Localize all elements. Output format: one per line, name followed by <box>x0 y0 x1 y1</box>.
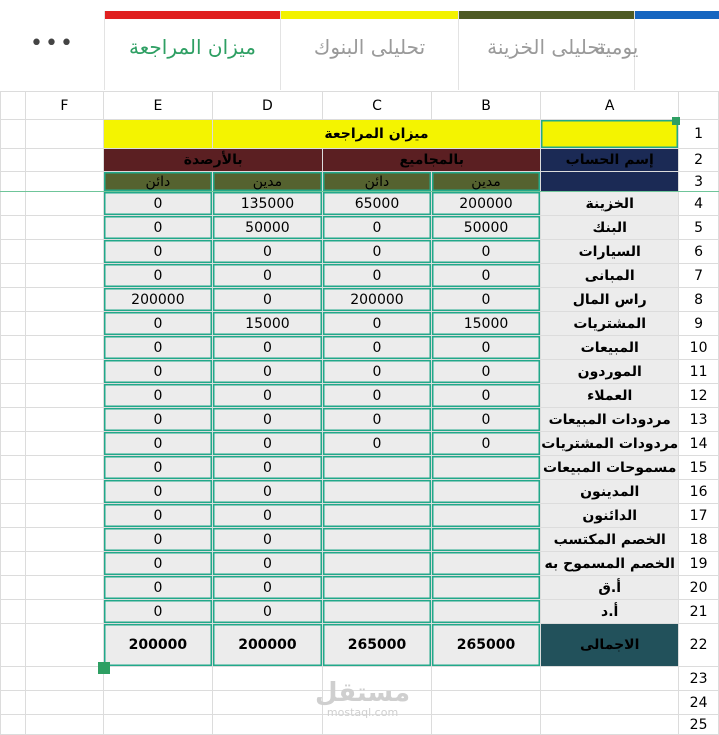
account-name-header[interactable]: إسم الحساب <box>541 149 679 172</box>
cell-spacer <box>1 264 26 288</box>
cell-spacer <box>1 172 26 192</box>
cell-F[interactable] <box>25 264 103 288</box>
debit-balance-cell[interactable]: 0 <box>212 240 323 264</box>
cell-F[interactable] <box>25 192 103 216</box>
debit-total-cell[interactable]: 50000 <box>431 216 541 240</box>
row-header[interactable]: 14 <box>679 432 719 456</box>
debit-balance-cell[interactable]: 0 <box>212 456 323 480</box>
cell-spacer <box>1 360 26 384</box>
cell-F[interactable] <box>25 600 103 624</box>
row-header[interactable]: 25 <box>679 715 719 735</box>
credit-total-cell[interactable]: 200000 <box>323 288 432 312</box>
credit-balance-cell[interactable]: 0 <box>104 528 213 552</box>
credit-balance-cell[interactable]: 200000 <box>104 288 213 312</box>
account-name-cell[interactable]: الخصم المسموح به <box>541 552 679 576</box>
tab-trial-balance[interactable] <box>104 11 280 90</box>
cell-F[interactable] <box>25 715 103 735</box>
credit-balance-cell[interactable]: 0 <box>104 504 213 528</box>
cell-B[interactable] <box>431 715 541 735</box>
more-options-icon[interactable]: ••• <box>30 31 75 56</box>
cell-spacer <box>1 715 26 735</box>
cell-spacer <box>1 624 26 667</box>
debit-total-cell[interactable]: 0 <box>431 336 541 360</box>
credit-total-cell[interactable]: 0 <box>323 216 432 240</box>
account-name-cell[interactable]: المدينون <box>541 480 679 504</box>
sheet-row <box>1 528 719 552</box>
cell-spacer <box>1 149 26 172</box>
row-header[interactable]: 7 <box>679 264 719 288</box>
debit-balance-cell[interactable]: 50000 <box>212 216 323 240</box>
debit-total-cell[interactable]: 0 <box>431 384 541 408</box>
debit-balance-cell[interactable]: 0 <box>212 384 323 408</box>
credit-balance-cell[interactable]: 0 <box>104 408 213 432</box>
cell-F[interactable] <box>25 432 103 456</box>
row-header[interactable]: 16 <box>679 480 719 504</box>
tab-color-bar <box>105 11 280 19</box>
sheet-row <box>1 336 719 360</box>
debit-balance-cell[interactable]: 0 <box>212 576 323 600</box>
freeze-divider[interactable] <box>0 191 719 192</box>
debit-balance-cell[interactable]: 0 <box>212 600 323 624</box>
cell-F[interactable] <box>25 312 103 336</box>
cell-spacer <box>1 504 26 528</box>
sheet-title[interactable]: ميزان المراجعة <box>212 120 541 149</box>
cell-spacer <box>1 576 26 600</box>
credit-total-cell[interactable] <box>323 504 432 528</box>
debit-balance-cell[interactable]: 0 <box>212 432 323 456</box>
debit-total-cell[interactable] <box>431 552 541 576</box>
account-name-cell[interactable]: مردودات المبيعات <box>541 408 679 432</box>
debit-total-cell[interactable] <box>431 456 541 480</box>
debit-balance-cell[interactable]: 0 <box>212 264 323 288</box>
sheet-row <box>1 600 719 624</box>
tab-label: ميزان المراجعة <box>129 35 256 59</box>
tab-bank-analysis[interactable] <box>280 11 458 90</box>
cell-spacer <box>1 288 26 312</box>
cell-spacer <box>1 600 26 624</box>
account-name-cell[interactable]: مردودات المشتريات <box>541 432 679 456</box>
row-header[interactable]: 3 <box>679 172 719 192</box>
row-header-corner <box>679 92 719 120</box>
row-header[interactable]: 12 <box>679 384 719 408</box>
cell-spacer <box>1 336 26 360</box>
credit-total-cell[interactable] <box>323 552 432 576</box>
sheet-table <box>0 91 719 735</box>
account-name-cell[interactable]: الخصم المكتسب <box>541 528 679 552</box>
cell-F[interactable] <box>25 480 103 504</box>
row-header[interactable]: 11 <box>679 360 719 384</box>
debit-total-cell[interactable] <box>431 576 541 600</box>
row-header[interactable]: 21 <box>679 600 719 624</box>
spreadsheet-grid <box>0 91 719 733</box>
column-header-A[interactable]: A <box>541 92 679 120</box>
credit-balance-cell[interactable]: 0 <box>104 384 213 408</box>
credit-total-cell[interactable] <box>323 576 432 600</box>
credit-balance-cell[interactable]: 0 <box>104 576 213 600</box>
tab-label: تحليلى البنوك <box>313 35 426 59</box>
sheet-row <box>1 216 719 240</box>
debit-total-cell[interactable]: 0 <box>431 288 541 312</box>
debit-balance-cell[interactable]: 135000 <box>212 192 323 216</box>
cell-F[interactable] <box>25 504 103 528</box>
account-name-cell[interactable]: راس المال <box>541 288 679 312</box>
sheet-row <box>1 149 719 172</box>
debit-total-cell[interactable]: 0 <box>431 240 541 264</box>
sheet-row <box>1 552 719 576</box>
cell-F[interactable] <box>25 576 103 600</box>
account-name-cell[interactable]: الخزينة <box>541 192 679 216</box>
debit-balance-cell[interactable]: 0 <box>212 480 323 504</box>
sheet-row <box>1 312 719 336</box>
cell-A[interactable] <box>541 667 679 691</box>
cell-spacer <box>1 480 26 504</box>
cell-F[interactable] <box>25 691 103 715</box>
credit-balance-cell[interactable]: 0 <box>104 552 213 576</box>
account-name-cell[interactable]: أ.د <box>541 600 679 624</box>
row-header[interactable]: 17 <box>679 504 719 528</box>
debit-balance-cell[interactable]: 0 <box>212 336 323 360</box>
sheet-row <box>1 240 719 264</box>
debit-total-cell[interactable]: 0 <box>431 408 541 432</box>
credit-balance-cell[interactable]: 0 <box>104 216 213 240</box>
cell-spacer <box>1 691 26 715</box>
cell-E[interactable] <box>104 691 213 715</box>
credit-balance-cell[interactable]: 0 <box>104 240 213 264</box>
cell-spacer <box>1 528 26 552</box>
sheet-row <box>1 384 719 408</box>
sheet-row <box>1 456 719 480</box>
cell-F[interactable] <box>25 120 103 149</box>
sheet-row <box>1 432 719 456</box>
column-header-spacer <box>1 92 26 120</box>
selection-handle-top[interactable] <box>672 117 680 125</box>
column-header-E[interactable]: E <box>104 92 213 120</box>
cell-F[interactable] <box>25 240 103 264</box>
debit-balance-cell[interactable]: 15000 <box>212 312 323 336</box>
row-header[interactable]: 2 <box>679 149 719 172</box>
sheet-row <box>1 480 719 504</box>
group-balances-header[interactable]: بالأرصدة <box>104 149 323 172</box>
cell-D[interactable] <box>212 715 323 735</box>
row-header[interactable]: 1 <box>679 120 719 149</box>
sheet-row <box>1 576 719 600</box>
credit-total-cell[interactable] <box>323 456 432 480</box>
credit-total-cell[interactable] <box>323 600 432 624</box>
total-label[interactable]: الاجمالى <box>541 624 679 667</box>
cell-spacer <box>1 192 26 216</box>
account-name-cell[interactable]: المشتريات <box>541 312 679 336</box>
debit-balance-cell[interactable]: 0 <box>212 552 323 576</box>
cell-D[interactable] <box>212 691 323 715</box>
cell-F[interactable] <box>25 667 103 691</box>
credit-balance-cell[interactable]: 0 <box>104 360 213 384</box>
column-header-B[interactable]: B <box>431 92 541 120</box>
sheet-row <box>1 264 719 288</box>
cell-spacer <box>1 240 26 264</box>
credit-total-cell[interactable]: 0 <box>323 432 432 456</box>
credit-balance-cell[interactable]: 0 <box>104 480 213 504</box>
tab-label: تحليلى الخزينة <box>487 35 606 59</box>
credit-total-cell[interactable]: 65000 <box>323 192 432 216</box>
account-name-cell[interactable]: البنك <box>541 216 679 240</box>
cell-F[interactable] <box>25 624 103 667</box>
row-header[interactable]: 10 <box>679 336 719 360</box>
credit-header-E[interactable]: دائن <box>104 172 213 192</box>
sheet-row <box>1 288 719 312</box>
credit-balance-cell[interactable]: 0 <box>104 192 213 216</box>
credit-balance-cell[interactable]: 0 <box>104 432 213 456</box>
cell-F[interactable] <box>25 216 103 240</box>
total-credit-balance[interactable]: 200000 <box>104 624 213 667</box>
row-header[interactable]: 9 <box>679 312 719 336</box>
row-header[interactable]: 18 <box>679 528 719 552</box>
cell-E[interactable] <box>104 715 213 735</box>
cell-F[interactable] <box>25 360 103 384</box>
cell-A[interactable] <box>541 120 679 149</box>
cell-spacer <box>1 120 26 149</box>
sheet-row <box>1 120 719 149</box>
account-name-cell[interactable]: الموردون <box>541 360 679 384</box>
cell-F[interactable] <box>25 384 103 408</box>
debit-balance-cell[interactable]: 0 <box>212 288 323 312</box>
credit-total-cell[interactable]: 0 <box>323 408 432 432</box>
debit-balance-cell[interactable]: 0 <box>212 360 323 384</box>
row-header[interactable]: 6 <box>679 240 719 264</box>
cell-F[interactable] <box>25 408 103 432</box>
total-credit[interactable]: 265000 <box>323 624 432 667</box>
tab-color-bar <box>635 11 719 19</box>
cell-spacer <box>1 312 26 336</box>
cell-E[interactable] <box>104 667 213 691</box>
cell-spacer <box>1 408 26 432</box>
row-header[interactable]: 4 <box>679 192 719 216</box>
cell-spacer <box>1 552 26 576</box>
row-header[interactable]: 5 <box>679 216 719 240</box>
cell-spacer <box>1 384 26 408</box>
account-name-header-cont[interactable] <box>541 172 679 192</box>
sheet-row <box>1 172 719 192</box>
account-name-cell[interactable]: أ.ق <box>541 576 679 600</box>
cell-A[interactable] <box>541 691 679 715</box>
column-header-D[interactable]: D <box>212 92 323 120</box>
cell-B[interactable] <box>431 691 541 715</box>
cell-F[interactable] <box>25 552 103 576</box>
cell-F[interactable] <box>25 288 103 312</box>
debit-total-cell[interactable]: 15000 <box>431 312 541 336</box>
sheet-row <box>1 360 719 384</box>
credit-balance-cell[interactable]: 0 <box>104 336 213 360</box>
cell-F[interactable] <box>25 149 103 172</box>
credit-total-cell[interactable]: 0 <box>323 240 432 264</box>
row-header[interactable]: 8 <box>679 288 719 312</box>
sheet-row <box>1 192 719 216</box>
cell-spacer <box>1 432 26 456</box>
cell-E[interactable] <box>104 120 213 149</box>
account-name-cell[interactable]: المبيعات <box>541 336 679 360</box>
column-header-row <box>1 92 719 120</box>
account-name-cell[interactable]: المبانى <box>541 264 679 288</box>
watermark-logo-text: مستقل <box>315 678 411 708</box>
cell-spacer <box>1 216 26 240</box>
cell-spacer <box>1 456 26 480</box>
total-debit[interactable]: 265000 <box>431 624 541 667</box>
row-header[interactable]: 23 <box>679 667 719 691</box>
tab-color-bar <box>459 11 634 19</box>
row-header[interactable]: 13 <box>679 408 719 432</box>
debit-total-cell[interactable] <box>431 528 541 552</box>
credit-total-cell[interactable]: 0 <box>323 360 432 384</box>
sheet-row <box>1 408 719 432</box>
account-name-cell[interactable]: الدائنون <box>541 504 679 528</box>
debit-header-D[interactable]: مدين <box>212 172 323 192</box>
credit-total-cell[interactable]: 0 <box>323 336 432 360</box>
cell-F[interactable] <box>25 336 103 360</box>
credit-balance-cell[interactable]: 0 <box>104 456 213 480</box>
column-header-F[interactable]: F <box>25 92 103 120</box>
account-name-cell[interactable]: مسموحات المبيعات <box>541 456 679 480</box>
credit-balance-cell[interactable]: 0 <box>104 600 213 624</box>
sheet-row <box>1 624 719 667</box>
row-header[interactable]: 20 <box>679 576 719 600</box>
tab-color-bar <box>281 11 458 19</box>
debit-header-B[interactable]: مدين <box>431 172 541 192</box>
debit-total-cell[interactable] <box>431 600 541 624</box>
row-header[interactable]: 22 <box>679 624 719 667</box>
row-header[interactable]: 15 <box>679 456 719 480</box>
credit-balance-cell[interactable]: 0 <box>104 312 213 336</box>
debit-total-cell[interactable]: 0 <box>431 360 541 384</box>
credit-total-cell[interactable] <box>323 528 432 552</box>
credit-header-C[interactable]: دائن <box>323 172 432 192</box>
debit-balance-cell[interactable]: 0 <box>212 408 323 432</box>
account-name-cell[interactable]: العملاء <box>541 384 679 408</box>
row-header[interactable]: 24 <box>679 691 719 715</box>
cell-F[interactable] <box>25 528 103 552</box>
account-name-cell[interactable]: السيارات <box>541 240 679 264</box>
sheet-row <box>1 504 719 528</box>
debit-total-cell[interactable]: 200000 <box>431 192 541 216</box>
debit-total-cell[interactable] <box>431 504 541 528</box>
total-debit-balance[interactable]: 200000 <box>212 624 323 667</box>
group-totals-header[interactable]: بالمجاميع <box>323 149 541 172</box>
debit-balance-cell[interactable]: 0 <box>212 504 323 528</box>
row-header[interactable]: 19 <box>679 552 719 576</box>
cell-F[interactable] <box>25 172 103 192</box>
cell-B[interactable] <box>431 667 541 691</box>
credit-total-cell[interactable]: 0 <box>323 312 432 336</box>
tab-label: يومية <box>595 35 639 59</box>
cell-D[interactable] <box>212 667 323 691</box>
cell-A[interactable] <box>541 715 679 735</box>
credit-balance-cell[interactable]: 0 <box>104 264 213 288</box>
credit-total-cell[interactable]: 0 <box>323 264 432 288</box>
cell-spacer <box>1 667 26 691</box>
debit-total-cell[interactable] <box>431 480 541 504</box>
watermark-url: mostaql.com <box>326 706 399 719</box>
credit-total-cell[interactable]: 0 <box>323 384 432 408</box>
credit-total-cell[interactable] <box>323 480 432 504</box>
watermark <box>315 680 410 719</box>
debit-total-cell[interactable]: 0 <box>431 432 541 456</box>
selection-handle-bottom[interactable] <box>98 662 110 674</box>
column-header-C[interactable]: C <box>323 92 432 120</box>
debit-balance-cell[interactable]: 0 <box>212 528 323 552</box>
tab-journal[interactable] <box>595 11 719 90</box>
sheet-tab-bar <box>0 0 719 92</box>
cell-F[interactable] <box>25 456 103 480</box>
debit-total-cell[interactable]: 0 <box>431 264 541 288</box>
